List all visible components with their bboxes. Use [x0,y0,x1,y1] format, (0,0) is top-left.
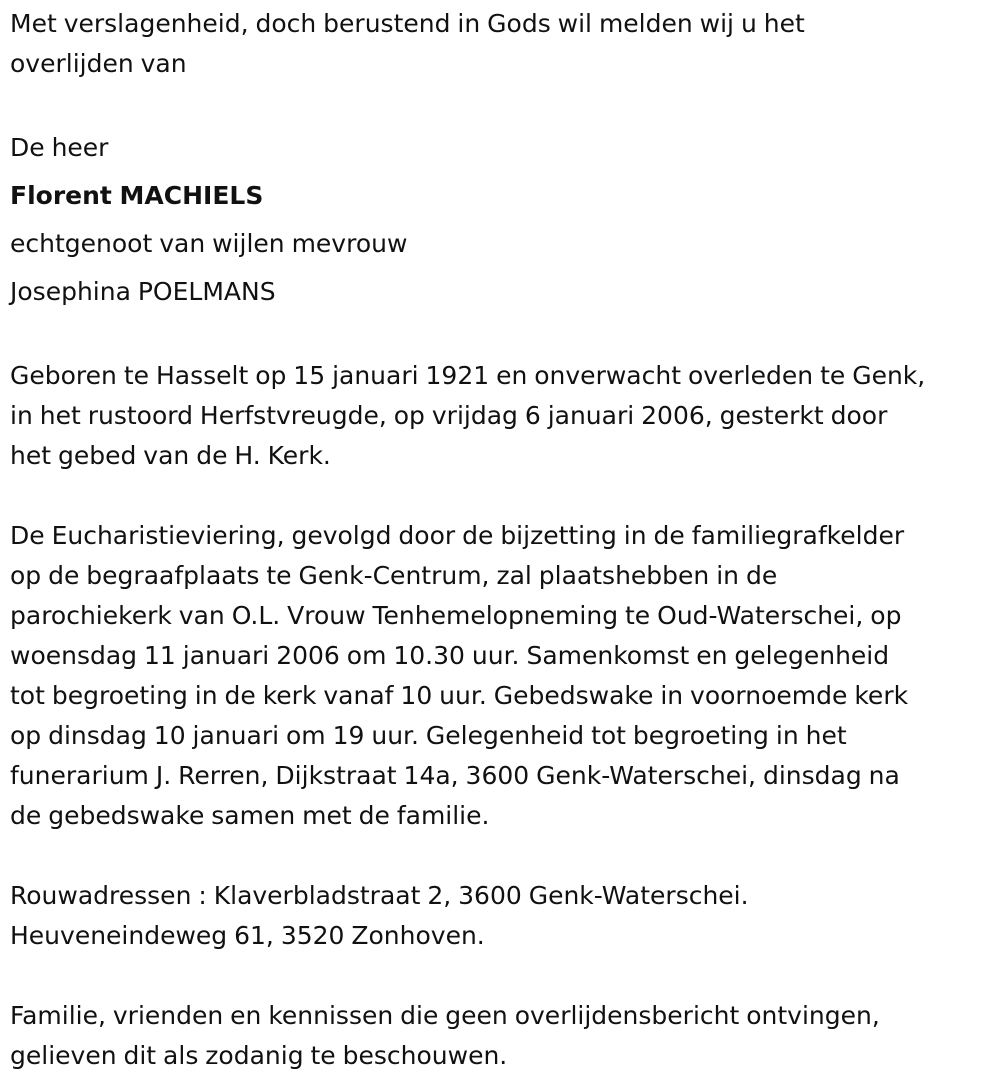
spacer [10,836,1000,876]
deceased-name: Florent MACHIELS [10,181,264,210]
spouse-line-2: Josephina POELMANS [10,277,276,306]
birth-death-paragraph: Geboren te Hasselt op 15 januari 1921 en onverwacht overleden te Genk, in het rustoord Herfstvreugde, op vrijdag 6 januari 2006, gesterkt door het gebed van de H. Kerk. [10,361,926,470]
spouse-line-1: echtgenoot van wijlen mevrouw [10,229,408,258]
spacer [10,956,1000,996]
spacer [10,316,1000,356]
intro-paragraph: Met verslagenheid, doch berustend in Gods wil melden wij u het overlijden van [10,9,805,78]
honorific: De heer [10,133,109,162]
addresses-paragraph: Rouwadressen : Klaverbladstraat 2, 3600 Genk-Waterschei. Heuveneindeweg 61, 3520 Zonhoven. [10,881,749,950]
spacer [10,84,1000,124]
funeral-details-paragraph: De Eucharistieviering, gevolgd door de bijzetting in de familiegrafkelder op de begraafplaats te Genk-Centrum, zal plaatshebben in de parochiekerk van O.L. Vrouw Tenhemelopneming te Oud-Waterschei, op woensdag 11 januari 2006 om 10.30 uur. Samenkomst en gelegenheid tot begroeting in de kerk vanaf 10 uur. Gebedswake in voornoemde kerk op dinsdag 10 januari om 19 uur. Gelegenheid tot begroeting in het funerarium J. Rerren, Dijkstraat 14a, 3600 Genk-Waterschei, dinsdag na de gebedswake samen met de familie. [10,521,909,830]
closing-paragraph: Familie, vrienden en kennissen die geen overlijdensbericht ontvingen, gelieven dit als zodanig te beschouwen. [10,1001,880,1070]
spacer [10,476,1000,516]
